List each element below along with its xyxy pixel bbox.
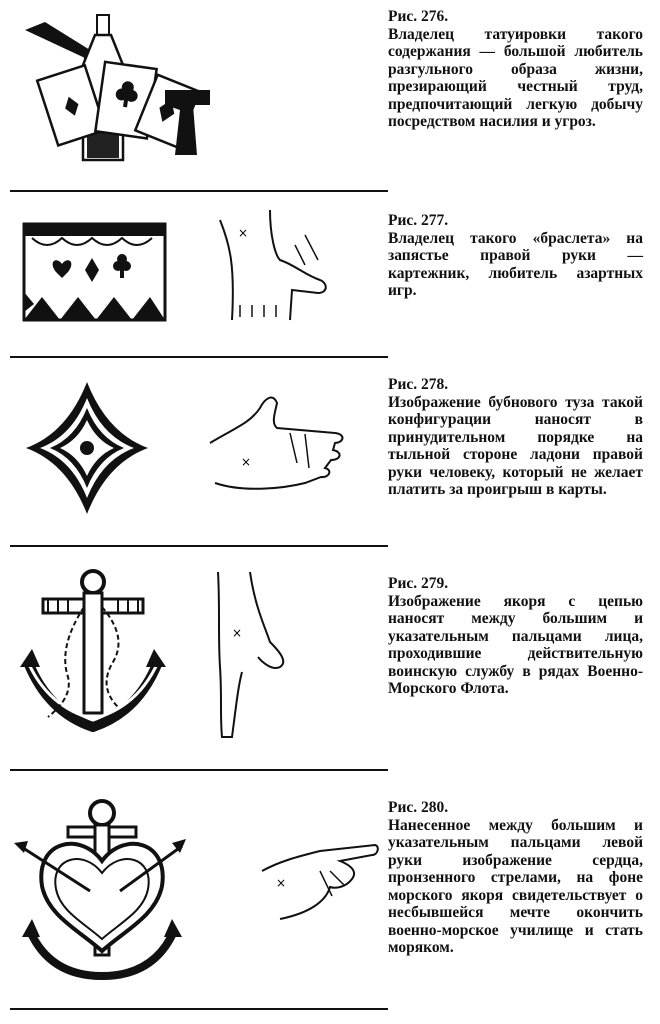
figure-277 (0, 190, 660, 358)
figure-277-label: Рис. 277. (388, 212, 449, 229)
figure-277-caption (388, 212, 643, 300)
figure-279 (0, 547, 660, 769)
svg-text:×: × (241, 455, 252, 469)
right-hand-back-icon (205, 388, 350, 498)
figure-278-caption (388, 376, 643, 499)
figure-279-illustration (10, 557, 380, 762)
right-hand-wrist-icon (210, 205, 335, 325)
hand-pointing-icon (210, 567, 300, 742)
ace-of-diamonds-icon (22, 378, 152, 518)
figure-276-illustration (10, 10, 380, 180)
figure-279-caption (388, 575, 643, 698)
heart-arrows-anchor-icon (10, 791, 190, 981)
bracelet-card-suits-icon (22, 222, 167, 322)
left-hand-icon (260, 841, 380, 921)
svg-text:×: × (238, 226, 249, 240)
figure-280-illustration (10, 781, 380, 1001)
figure-276-text: Владелец татуировки такого содержания — большой любитель разгульного образа жизни, презирающий честный труд, предпочитающий легкую добычу посредством насилия и угроз. (388, 25, 643, 130)
figure-277-illustration (10, 200, 380, 350)
figure-278-label: Рис. 278. (388, 376, 449, 393)
figure-279-label: Рис. 279. (388, 575, 449, 592)
svg-text:×: × (276, 876, 287, 890)
figure-278 (0, 358, 660, 546)
figure-280-caption (388, 799, 643, 957)
figure-277-text: Владелец такого «браслета» на запястье правой руки — картежник, любитель азартных игр. (388, 229, 643, 299)
figure-278-illustration (10, 368, 380, 538)
figure-276-label: Рис. 276. (388, 8, 449, 25)
svg-text:×: × (232, 626, 243, 640)
figure-276-caption (388, 8, 643, 131)
separator-rule (10, 1008, 388, 1010)
figure-280-label: Рис. 280. (388, 799, 449, 816)
knife-bottle-cards-pistol-icon (15, 10, 215, 170)
figure-280 (0, 771, 660, 1011)
figure-278-text: Изображение бубнового туза такой конфигурации наносят в принудительном порядке на тыльной стороне ладони правой руки человеку, который не желает платить за проигрыш в карты. (388, 393, 643, 498)
anchor-with-chain-icon (18, 567, 168, 732)
figure-276 (0, 0, 660, 190)
figure-280-text: Нанесенное между большим и указательным пальцами левой руки изображение сердца, пронзенного стрелами, на фоне морского якоря свидетельствует о несбывшейся мечте окончить военно-морское училище и стать моряком. (388, 816, 643, 956)
figure-279-text: Изображение якоря с цепью наносят между большим и указательным пальцами лица, проходившие действительную воинскую службу в рядах Военно-Морского Флота. (388, 592, 643, 697)
